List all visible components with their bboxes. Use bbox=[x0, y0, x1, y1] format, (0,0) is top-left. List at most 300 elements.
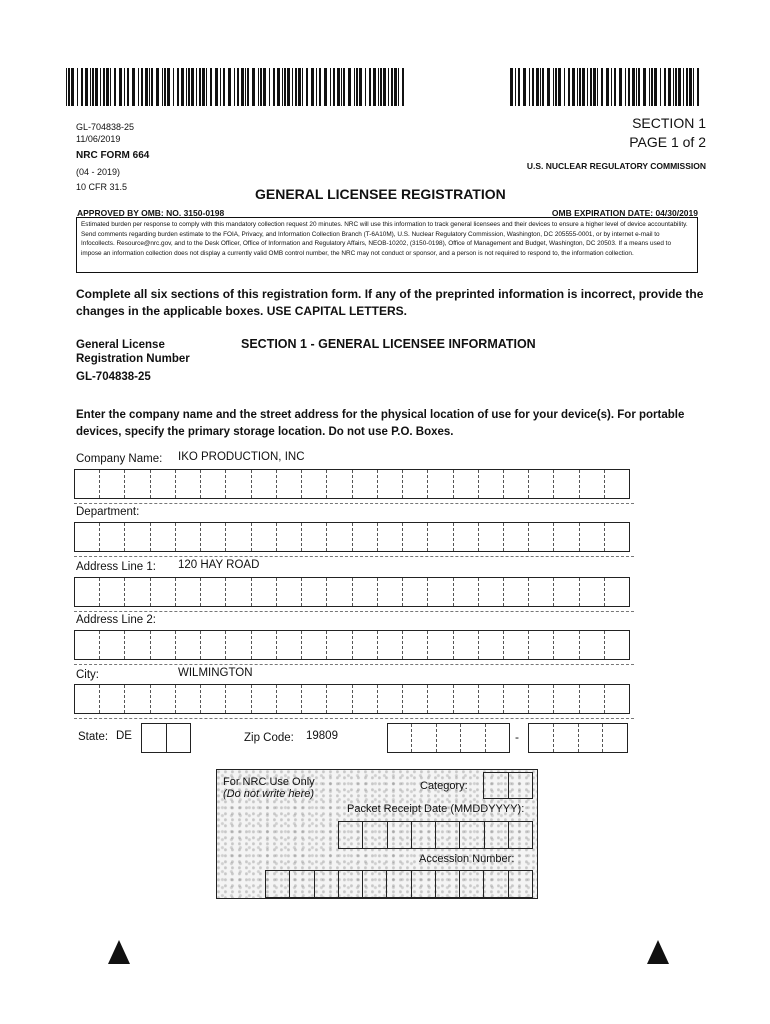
barcode-bar bbox=[683, 68, 684, 106]
character-cell bbox=[454, 578, 479, 606]
barcode-bar bbox=[127, 68, 129, 106]
department-label: Department: bbox=[76, 506, 140, 518]
character-cell bbox=[75, 685, 100, 713]
character-cell bbox=[580, 685, 605, 713]
character-cell bbox=[201, 523, 226, 551]
character-cell bbox=[252, 685, 277, 713]
barcode-bar bbox=[664, 68, 666, 106]
nrc-do-not-write-label: (Do not write here) bbox=[223, 788, 315, 800]
barcode-bar bbox=[518, 68, 520, 106]
character-cell bbox=[363, 871, 387, 897]
barcode-bar bbox=[330, 68, 331, 106]
character-cell bbox=[378, 578, 403, 606]
character-cell bbox=[605, 470, 629, 498]
barcode-bar bbox=[587, 68, 588, 106]
barcode-bar bbox=[81, 68, 83, 106]
barcode-bar bbox=[333, 68, 335, 106]
character-cell bbox=[428, 578, 453, 606]
barcode-bar bbox=[260, 68, 262, 106]
character-cell bbox=[277, 470, 302, 498]
character-cell bbox=[403, 578, 428, 606]
character-cell bbox=[461, 724, 485, 752]
barcode-bar bbox=[292, 68, 293, 106]
barcode-bar bbox=[85, 68, 88, 106]
barcode-bar bbox=[95, 68, 98, 106]
barcode-bar bbox=[597, 68, 598, 106]
barcode-bar bbox=[515, 68, 516, 106]
barcode-bar bbox=[124, 68, 125, 106]
character-cell bbox=[353, 523, 378, 551]
character-cell bbox=[327, 578, 352, 606]
burden-notice: Estimated burden per response to comply with this mandatory collection request 20 minutes. NRC will use this information to track general licensees and their devices to ensure a higher level of device accountability. Send comments regarding burden estimate to the FOIA, Privacy, and Information Collection Branch (T-6A10M), U.S. Nuclear Regulatory Commission, Washington, DC 205555-0001, or by internet e-mail to Infocollects. Resource@nrc.gov, and to the Desk Officer, Office of Information and Regulatory Affairs, NEOB-10202, (3150-0198), Office of Management and Budget, Washington, DC 20503. If a means used to impose an information collection does not display a currently valid OMB control number, the NRC may not conduct or sponsor, and a person is not required to respond to, the information collection. bbox=[76, 217, 698, 273]
barcode-bar bbox=[77, 68, 78, 106]
barcode-bar bbox=[202, 68, 205, 106]
barcode-bar bbox=[540, 68, 541, 106]
barcode-bar bbox=[119, 68, 122, 106]
character-cell bbox=[363, 822, 387, 848]
barcode-bar bbox=[258, 68, 259, 106]
document-id: GL-704838-25 bbox=[76, 122, 135, 132]
accession-number-label: Accession Number: bbox=[419, 853, 515, 865]
character-cell bbox=[509, 871, 532, 897]
character-cell bbox=[151, 631, 176, 659]
separator bbox=[74, 664, 634, 665]
barcode-bar bbox=[138, 68, 139, 106]
character-cell bbox=[403, 685, 428, 713]
barcode-bar bbox=[110, 68, 111, 106]
character-cell bbox=[378, 470, 403, 498]
character-cell bbox=[353, 685, 378, 713]
character-cell bbox=[176, 631, 201, 659]
registration-label-1: General License bbox=[76, 339, 165, 351]
city-input[interactable] bbox=[74, 684, 630, 714]
character-cell bbox=[100, 523, 125, 551]
agency-name: U.S. NUCLEAR REGULATORY COMMISSION bbox=[526, 161, 706, 171]
nrc-use-only-box bbox=[216, 769, 538, 899]
address-line-1-value: 120 HAY ROAD bbox=[178, 559, 260, 571]
omb-expiration: OMB EXPIRATION DATE: 04/30/2019 bbox=[551, 208, 698, 218]
barcode-bar bbox=[145, 68, 148, 106]
character-cell bbox=[339, 822, 363, 848]
character-cell bbox=[403, 631, 428, 659]
character-cell bbox=[436, 822, 460, 848]
barcode-bar bbox=[156, 68, 159, 106]
character-cell bbox=[554, 631, 579, 659]
character-cell bbox=[327, 523, 352, 551]
character-cell bbox=[484, 773, 509, 798]
character-cell bbox=[226, 470, 251, 498]
barcode-bar bbox=[668, 68, 671, 106]
barcode-bar bbox=[273, 68, 275, 106]
character-cell bbox=[226, 578, 251, 606]
barcode-bar bbox=[298, 68, 301, 106]
barcode-bar bbox=[614, 68, 616, 106]
character-cell bbox=[504, 470, 529, 498]
barcode-bar bbox=[149, 68, 150, 106]
character-cell bbox=[437, 724, 461, 752]
barcode-bar bbox=[675, 68, 677, 106]
barcode-bar bbox=[388, 68, 389, 106]
barcode-bar bbox=[302, 68, 303, 106]
barcode-bar bbox=[593, 68, 596, 106]
barcode-bar bbox=[100, 68, 101, 106]
character-cell bbox=[277, 578, 302, 606]
barcode-bar bbox=[343, 68, 345, 106]
character-cell bbox=[252, 470, 277, 498]
barcode-bar bbox=[638, 68, 640, 106]
character-cell bbox=[605, 523, 629, 551]
barcode-bar bbox=[579, 68, 581, 106]
nrc-use-label: For NRC Use Only bbox=[223, 776, 315, 788]
character-cell bbox=[226, 631, 251, 659]
barcode-bar bbox=[532, 68, 534, 106]
barcode-bar bbox=[383, 68, 386, 106]
character-cell bbox=[529, 470, 554, 498]
barcode-bar bbox=[215, 68, 218, 106]
character-cell bbox=[378, 631, 403, 659]
character-cell bbox=[428, 523, 453, 551]
address-line-2-label: Address Line 2: bbox=[76, 614, 156, 626]
character-cell bbox=[509, 773, 533, 798]
barcode-right bbox=[510, 68, 704, 106]
character-cell bbox=[412, 822, 436, 848]
character-cell bbox=[176, 470, 201, 498]
separator bbox=[74, 556, 634, 557]
character-cell bbox=[125, 578, 150, 606]
barcode-bar bbox=[369, 68, 371, 106]
state-label: State: bbox=[78, 731, 109, 743]
zip-code-label: Zip Code: bbox=[244, 732, 294, 744]
character-cell bbox=[387, 871, 411, 897]
category-label: Category: bbox=[420, 780, 468, 792]
barcode-bar bbox=[167, 68, 170, 106]
barcode-bar bbox=[247, 68, 249, 106]
barcode-bar bbox=[324, 68, 327, 106]
barcode-bar bbox=[103, 68, 105, 106]
character-cell bbox=[75, 470, 100, 498]
character-cell bbox=[75, 523, 100, 551]
zip-extension-input[interactable] bbox=[528, 723, 628, 753]
barcode-bar bbox=[132, 68, 135, 106]
character-cell bbox=[554, 685, 579, 713]
barcode-bar bbox=[697, 68, 699, 106]
character-cell bbox=[151, 685, 176, 713]
barcode-bar bbox=[106, 68, 109, 106]
section-label: SECTION 1 bbox=[632, 115, 706, 131]
barcode-bar bbox=[245, 68, 246, 106]
section-title: SECTION 1 - GENERAL LICENSEE INFORMATION bbox=[241, 337, 536, 351]
character-cell bbox=[327, 470, 352, 498]
barcode-bar bbox=[582, 68, 585, 106]
barcode-bar bbox=[241, 68, 244, 106]
barcode-bar bbox=[555, 68, 557, 106]
character-cell bbox=[125, 631, 150, 659]
barcode-bar bbox=[359, 68, 362, 106]
state-value: DE bbox=[116, 730, 132, 742]
page-indicator: PAGE 1 of 2 bbox=[629, 134, 706, 150]
barcode-bar bbox=[141, 68, 143, 106]
barcode-bar bbox=[237, 68, 239, 106]
barcode-bar bbox=[643, 68, 646, 106]
barcode-bar bbox=[220, 68, 221, 106]
character-cell bbox=[479, 578, 504, 606]
character-cell bbox=[412, 871, 436, 897]
separator bbox=[74, 718, 634, 719]
barcode-bar bbox=[177, 68, 179, 106]
company-name-label: Company Name: bbox=[76, 453, 163, 465]
character-cell bbox=[201, 470, 226, 498]
character-cell bbox=[580, 523, 605, 551]
barcode-bar bbox=[568, 68, 570, 106]
zip-code-value: 19809 bbox=[306, 730, 338, 742]
state-input[interactable] bbox=[141, 723, 191, 753]
barcode-bar bbox=[365, 68, 366, 106]
character-cell bbox=[554, 578, 579, 606]
barcode-bar bbox=[542, 68, 544, 106]
barcode-bar bbox=[90, 68, 91, 106]
barcode-bar bbox=[263, 68, 266, 106]
address-line-1-input[interactable] bbox=[74, 577, 630, 607]
barcode-bar bbox=[380, 68, 382, 106]
character-cell bbox=[486, 724, 509, 752]
barcode-bar bbox=[553, 68, 554, 106]
barcode-bar bbox=[689, 68, 692, 106]
character-cell bbox=[201, 578, 226, 606]
character-cell bbox=[302, 523, 327, 551]
packet-receipt-date-input[interactable] bbox=[338, 821, 533, 849]
barcode-bar bbox=[660, 68, 661, 106]
character-cell bbox=[504, 523, 529, 551]
barcode-bar bbox=[181, 68, 184, 106]
character-cell bbox=[151, 470, 176, 498]
character-cell bbox=[176, 685, 201, 713]
character-cell bbox=[460, 871, 484, 897]
character-cell bbox=[479, 523, 504, 551]
barcode-bar bbox=[234, 68, 235, 106]
character-cell bbox=[201, 631, 226, 659]
character-cell bbox=[529, 724, 554, 752]
character-cell bbox=[302, 470, 327, 498]
character-cell bbox=[504, 578, 529, 606]
character-cell bbox=[75, 578, 100, 606]
barcode-bar bbox=[196, 68, 197, 106]
character-cell bbox=[277, 523, 302, 551]
barcode-bar bbox=[68, 68, 70, 106]
character-cell bbox=[504, 631, 529, 659]
character-cell bbox=[479, 685, 504, 713]
barcode-bar bbox=[191, 68, 194, 106]
address-line-1-label: Address Line 1: bbox=[76, 561, 156, 573]
barcode-bar bbox=[673, 68, 674, 106]
character-cell bbox=[353, 631, 378, 659]
barcode-bar bbox=[341, 68, 342, 106]
barcode-bar bbox=[632, 68, 635, 106]
character-cell bbox=[302, 631, 327, 659]
character-cell bbox=[388, 724, 412, 752]
barcode-bar bbox=[391, 68, 393, 106]
barcode-bar bbox=[306, 68, 308, 106]
barcode-bar bbox=[536, 68, 539, 106]
separator bbox=[74, 503, 634, 504]
character-cell bbox=[100, 685, 125, 713]
barcode-bar bbox=[186, 68, 187, 106]
zip-code-input[interactable] bbox=[387, 723, 510, 753]
character-cell bbox=[428, 470, 453, 498]
character-cell bbox=[603, 724, 627, 752]
character-cell bbox=[454, 685, 479, 713]
character-cell bbox=[403, 470, 428, 498]
character-cell bbox=[277, 631, 302, 659]
category-input[interactable] bbox=[483, 772, 533, 799]
character-cell bbox=[428, 685, 453, 713]
character-cell bbox=[252, 523, 277, 551]
character-cell bbox=[201, 685, 226, 713]
barcode-bar bbox=[693, 68, 694, 106]
character-cell bbox=[176, 578, 201, 606]
omb-approval: APPROVED BY OMB: NO. 3150-0198 bbox=[77, 208, 225, 218]
barcode-bar bbox=[590, 68, 592, 106]
character-cell bbox=[605, 578, 629, 606]
barcode-bar bbox=[398, 68, 399, 106]
character-cell bbox=[302, 578, 327, 606]
barcode-bar bbox=[529, 68, 530, 106]
barcode-bar bbox=[354, 68, 355, 106]
form-title: GENERAL LICENSEE REGISTRATION bbox=[255, 186, 506, 202]
barcode-bar bbox=[311, 68, 314, 106]
character-cell bbox=[378, 685, 403, 713]
barcode-left bbox=[66, 68, 411, 106]
barcode-bar bbox=[356, 68, 358, 106]
character-cell bbox=[580, 631, 605, 659]
barcode-bar bbox=[199, 68, 201, 106]
character-cell bbox=[75, 631, 100, 659]
registration-mark-left bbox=[108, 940, 130, 964]
character-cell bbox=[302, 685, 327, 713]
company-name-input[interactable] bbox=[74, 469, 630, 499]
barcode-bar bbox=[287, 68, 290, 106]
address-line-2-input[interactable] bbox=[74, 630, 630, 660]
character-cell bbox=[125, 685, 150, 713]
barcode-bar bbox=[686, 68, 688, 106]
barcode-bar bbox=[572, 68, 575, 106]
character-cell bbox=[353, 578, 378, 606]
barcode-bar bbox=[210, 68, 212, 106]
barcode-bar bbox=[577, 68, 578, 106]
character-cell bbox=[151, 523, 176, 551]
character-cell bbox=[100, 631, 125, 659]
character-cell bbox=[554, 724, 579, 752]
character-cell bbox=[252, 631, 277, 659]
packet-receipt-date-label: Packet Receipt Date (MMDDYYYY): bbox=[347, 803, 525, 815]
character-cell bbox=[277, 685, 302, 713]
character-cell bbox=[339, 871, 363, 897]
character-cell bbox=[460, 822, 484, 848]
form-instructions: Complete all six sections of this registration form. If any of the preprinted information is incorrect, provide the changes in the applicable boxes. USE CAPITAL LETTERS. bbox=[76, 287, 704, 318]
character-cell bbox=[151, 578, 176, 606]
barcode-bar bbox=[206, 68, 207, 106]
character-cell bbox=[436, 871, 460, 897]
form-name: NRC FORM 664 bbox=[76, 150, 150, 161]
barcode-bar bbox=[558, 68, 561, 106]
barcode-bar bbox=[619, 68, 622, 106]
character-cell bbox=[266, 871, 290, 897]
barcode-bar bbox=[654, 68, 657, 106]
barcode-bar bbox=[188, 68, 190, 106]
barcode-bar bbox=[649, 68, 650, 106]
character-cell bbox=[580, 578, 605, 606]
form-revision: (04 - 2019) bbox=[76, 167, 121, 177]
character-cell bbox=[529, 631, 554, 659]
character-cell bbox=[403, 523, 428, 551]
character-cell bbox=[554, 470, 579, 498]
barcode-bar bbox=[162, 68, 163, 106]
city-label: City: bbox=[76, 669, 99, 681]
character-cell bbox=[100, 578, 125, 606]
character-cell bbox=[428, 631, 453, 659]
barcode-bar bbox=[277, 68, 280, 106]
character-cell bbox=[509, 822, 532, 848]
barcode-bar bbox=[164, 68, 166, 106]
barcode-bar bbox=[625, 68, 626, 106]
character-cell bbox=[485, 822, 509, 848]
character-cell bbox=[454, 470, 479, 498]
barcode-bar bbox=[628, 68, 630, 106]
zip-separator: - bbox=[515, 730, 519, 744]
barcode-bar bbox=[523, 68, 526, 106]
barcode-bar bbox=[402, 68, 404, 106]
character-cell bbox=[529, 578, 554, 606]
barcode-bar bbox=[547, 68, 550, 106]
barcode-bar bbox=[510, 68, 513, 106]
registration-mark-right bbox=[647, 940, 669, 964]
barcode-bar bbox=[92, 68, 94, 106]
barcode-bar bbox=[114, 68, 116, 106]
character-cell bbox=[142, 724, 167, 752]
barcode-bar bbox=[252, 68, 255, 106]
barcode-bar bbox=[651, 68, 653, 106]
character-cell bbox=[125, 523, 150, 551]
character-cell bbox=[327, 685, 352, 713]
barcode-bar bbox=[319, 68, 321, 106]
character-cell bbox=[529, 685, 554, 713]
character-cell bbox=[290, 871, 314, 897]
character-cell bbox=[100, 470, 125, 498]
character-cell bbox=[412, 724, 436, 752]
character-cell bbox=[454, 523, 479, 551]
character-cell bbox=[252, 578, 277, 606]
character-cell bbox=[226, 523, 251, 551]
character-cell bbox=[479, 631, 504, 659]
barcode-bar bbox=[348, 68, 351, 106]
character-cell bbox=[176, 523, 201, 551]
character-cell bbox=[605, 685, 629, 713]
barcode-bar bbox=[151, 68, 153, 106]
barcode-bar bbox=[269, 68, 270, 106]
character-cell bbox=[226, 685, 251, 713]
accession-number-input[interactable] bbox=[265, 870, 533, 898]
character-cell bbox=[479, 470, 504, 498]
character-cell bbox=[484, 871, 508, 897]
character-cell bbox=[579, 724, 604, 752]
barcode-bar bbox=[71, 68, 74, 106]
department-input[interactable] bbox=[74, 522, 630, 552]
barcode-bar bbox=[223, 68, 225, 106]
company-name-value: IKO PRODUCTION, INC bbox=[178, 451, 305, 463]
barcode-bar bbox=[337, 68, 340, 106]
registration-label-2: Registration Number bbox=[76, 353, 190, 365]
barcode-bar bbox=[295, 68, 297, 106]
barcode-bar bbox=[378, 68, 379, 106]
